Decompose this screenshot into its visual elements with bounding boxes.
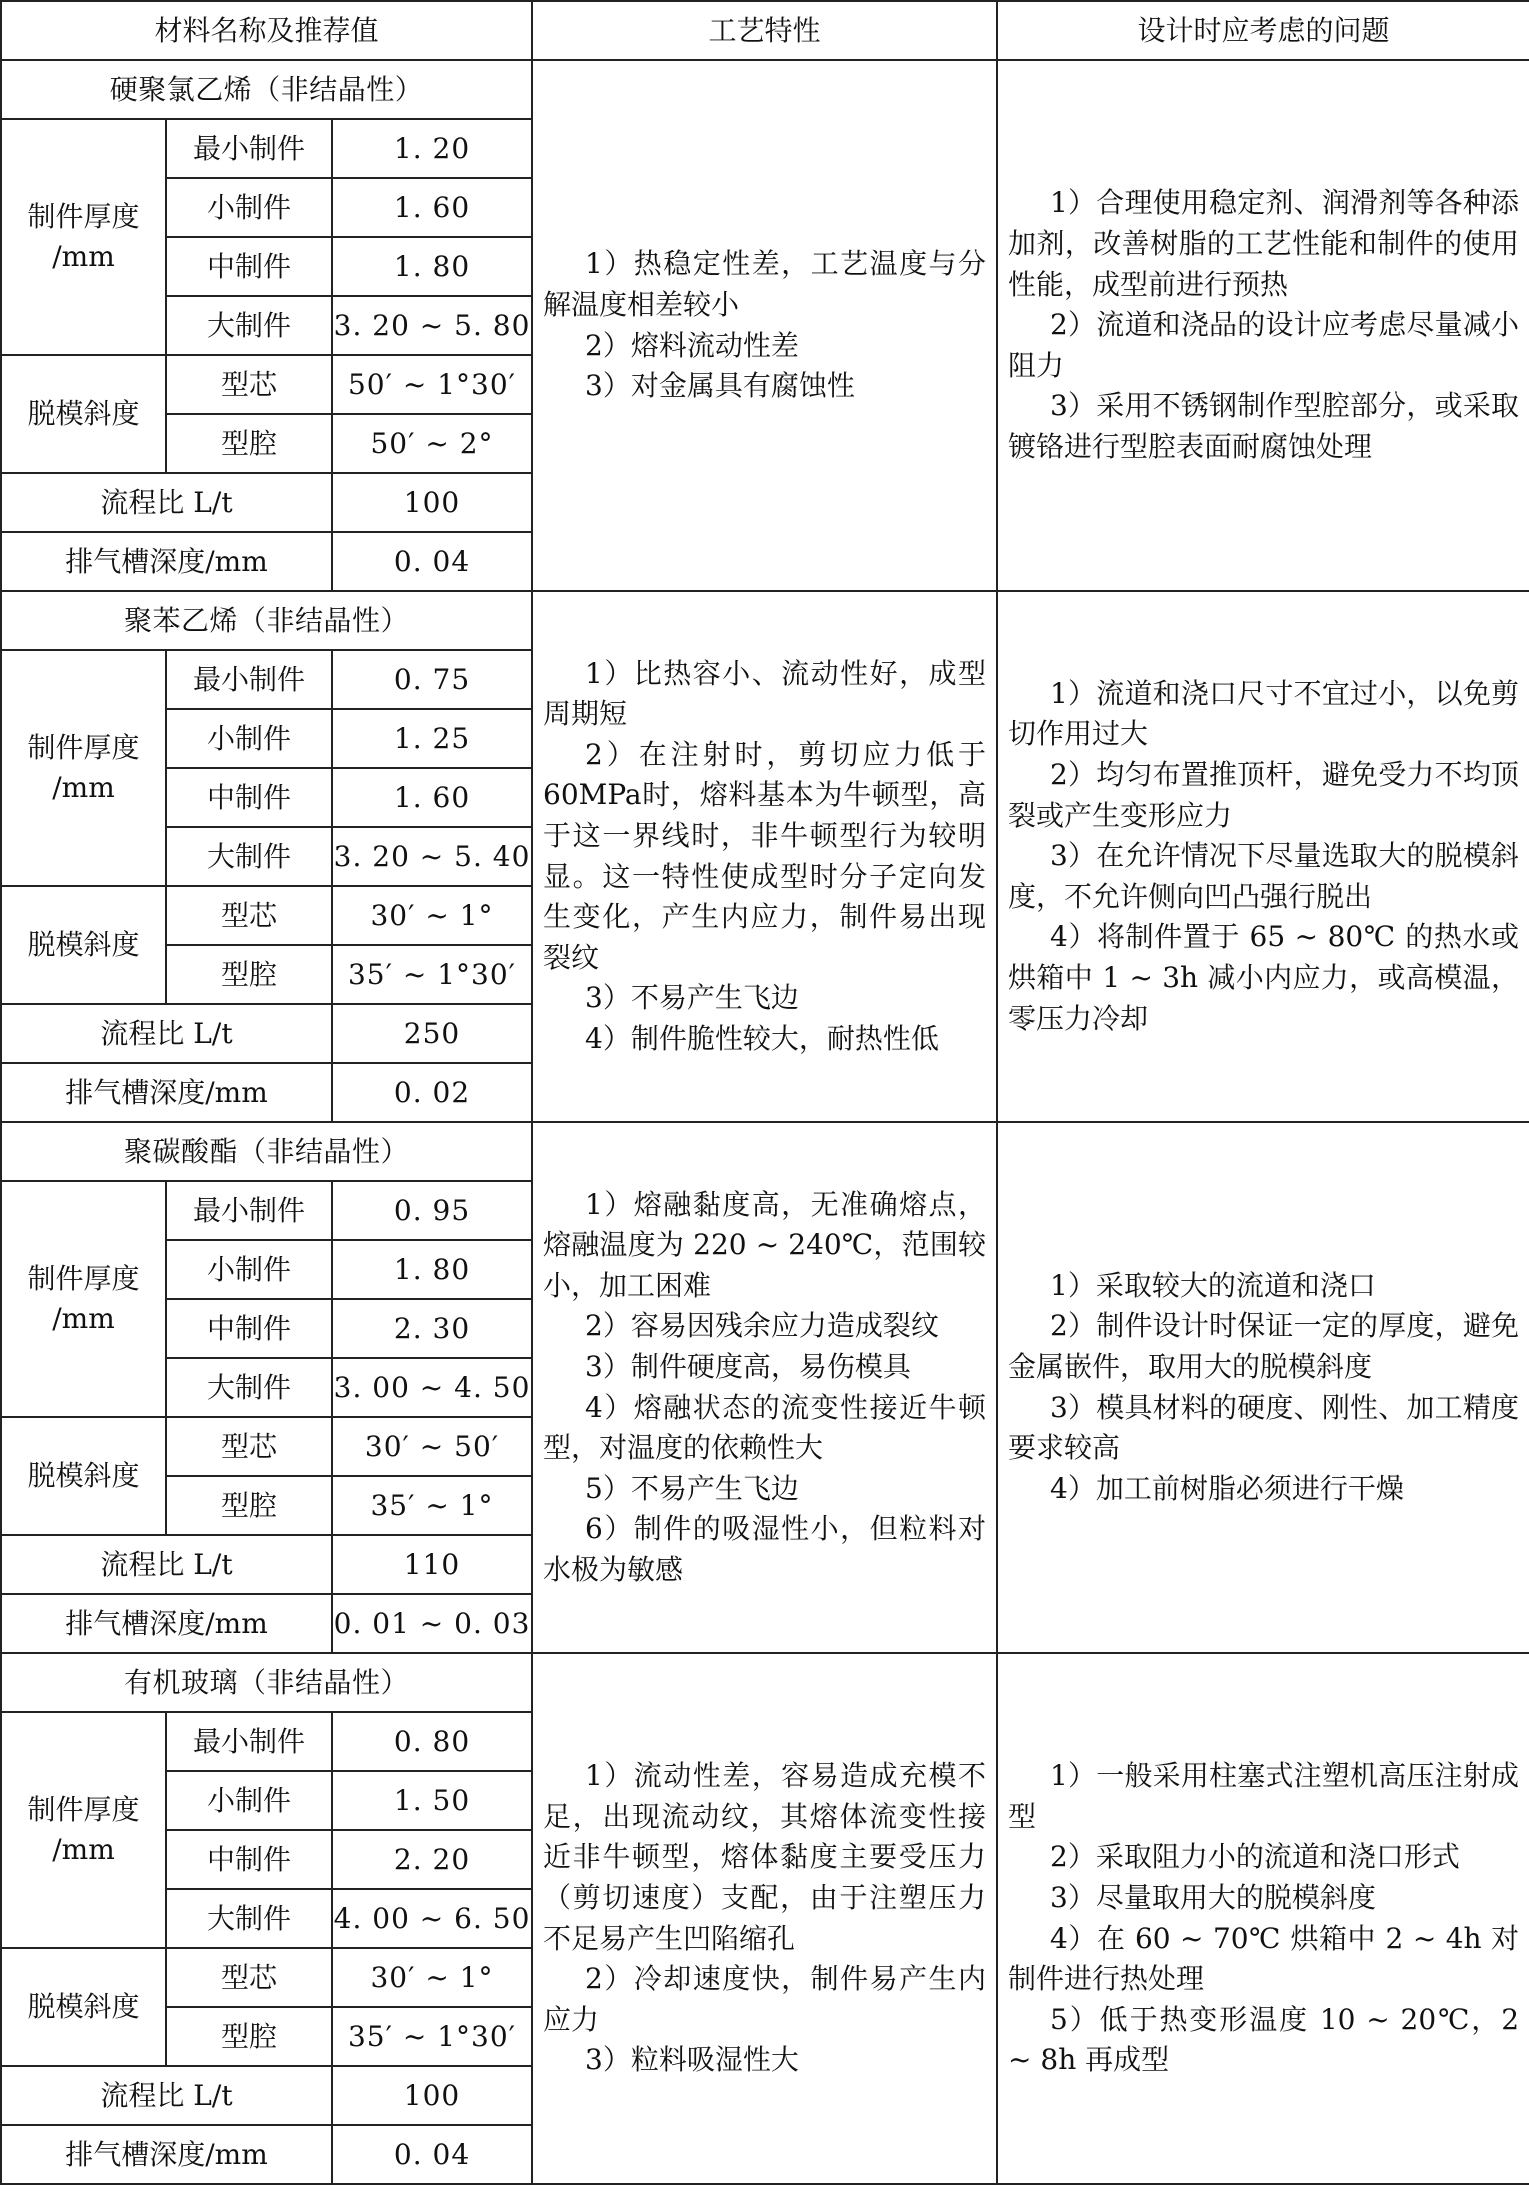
design-considerations-item: 2）制件设计时保证一定的厚度，避免金属嵌件，取用大的脱模斜度	[1008, 1309, 1520, 1383]
material-name: 聚碳酸酯（非结晶性）	[1, 1122, 532, 1181]
draft-cavity-value: 35′ ~ 1°30′	[332, 945, 532, 1004]
flow-ratio-value: 100	[332, 473, 532, 532]
design-considerations-item: 4）在 60 ~ 70℃ 烘箱中 2 ~ 4h 对制件进行热处理	[1008, 1921, 1520, 1996]
draft-cavity-label: 型腔	[166, 2007, 332, 2066]
flow-ratio-value: 110	[332, 1535, 532, 1594]
thickness-label-unit: /mm	[52, 771, 115, 804]
thickness-min-value: 0. 80	[332, 1712, 532, 1771]
process-properties-item: 1）比热容小、流动性好，成型周期短	[543, 656, 987, 731]
draft-cavity-value: 50′ ~ 2°	[332, 414, 532, 473]
thickness-label-text: 制件厚度	[27, 731, 140, 765]
thickness-large-label: 大制件	[166, 296, 332, 355]
thickness-label	[1, 119, 166, 355]
thickness-min-value: 0. 95	[332, 1181, 532, 1240]
draft-cavity-label: 型腔	[166, 414, 332, 473]
draft-core-label: 型芯	[166, 1417, 332, 1476]
draft-cavity-value: 35′ ~ 1°30′	[332, 2007, 532, 2066]
thickness-label-text: 制件厚度	[27, 1793, 140, 1827]
process-properties-item: 5）不易产生飞边	[585, 1471, 799, 1505]
design-considerations-item: 4）加工前树脂必须进行干燥	[1050, 1471, 1404, 1505]
material-name-row	[1, 1653, 1529, 1712]
draft-label: 脱模斜度	[1, 1417, 166, 1535]
flow-ratio-label: 流程比 L/t	[1, 473, 332, 532]
design-considerations-item: 3）在允许情况下尽量选取大的脱模斜度，不允许侧向凹凸强行脱出	[1008, 839, 1520, 913]
design-considerations	[997, 1122, 1529, 1653]
thickness-large-value: 3. 20 ~ 5. 80	[332, 296, 532, 355]
design-considerations-item: 2）采取阻力小的流道和浇口形式	[1050, 1840, 1460, 1874]
vent-depth-value: 0. 01 ~ 0. 03	[332, 1594, 532, 1653]
thickness-label-text: 制件厚度	[27, 200, 140, 234]
process-properties-item: 3）不易产生飞边	[585, 981, 799, 1015]
process-properties-item: 3）对金属具有腐蚀性	[585, 369, 855, 403]
design-considerations-item: 1）流道和浇口尺寸不宜过小，以免剪切作用过大	[1008, 676, 1520, 751]
design-considerations	[997, 591, 1529, 1122]
flow-ratio-label: 流程比 L/t	[1, 1535, 332, 1594]
flow-ratio-label: 流程比 L/t	[1, 2066, 332, 2125]
draft-core-value: 50′ ~ 1°30′	[332, 355, 532, 414]
draft-cavity-value: 35′ ~ 1°	[332, 1476, 532, 1535]
thickness-large-value: 3. 20 ~ 5. 40	[332, 827, 532, 886]
flow-ratio-label: 流程比 L/t	[1, 1004, 332, 1063]
design-considerations-item: 5）低于热变形温度 10 ~ 20℃，2 ~ 8h 再成型	[1008, 2002, 1520, 2077]
thickness-large-label: 大制件	[166, 827, 332, 886]
draft-core-label: 型芯	[166, 1948, 332, 2007]
material-name-row	[1, 591, 1529, 650]
design-considerations-item: 2）流道和浇品的设计应考虑尽量减小阻力	[1008, 308, 1520, 382]
material-name: 聚苯乙烯（非结晶性）	[1, 591, 532, 650]
process-properties-item: 6）制件的吸湿性小，但粒料对水极为敏感	[543, 1512, 987, 1586]
thickness-small-value: 1. 60	[332, 178, 532, 237]
thickness-label-unit: /mm	[52, 1833, 115, 1866]
draft-label: 脱模斜度	[1, 355, 166, 473]
thickness-mid-value: 1. 80	[332, 237, 532, 296]
process-properties-item: 2）在注射时，剪切应力低于60MPa时，熔料基本为牛顿型，高于这一界线时，非牛顿型行为较明显。这一特性使成型时分子定向发生变化，产生内应力，制件易出现裂纹	[543, 737, 987, 974]
draft-cavity-label: 型腔	[166, 945, 332, 1004]
thickness-mid-value: 2. 30	[332, 1299, 532, 1358]
draft-core-value: 30′ ~ 50′	[332, 1417, 532, 1476]
draft-cavity-label: 型腔	[166, 1476, 332, 1535]
process-properties-item: 2）熔料流动性差	[585, 328, 799, 362]
thickness-mid-label: 中制件	[166, 1299, 332, 1358]
process-properties-item: 3）制件硬度高，易伤模具	[585, 1349, 911, 1383]
process-properties-item: 2）冷却速度快，制件易产生内应力	[543, 1962, 987, 2036]
draft-core-value: 30′ ~ 1°	[332, 886, 532, 945]
design-considerations-item: 4）将制件置于 65 ~ 80℃ 的热水或烘箱中 1 ~ 3h 减小内应力，或高模温，零压力冷却	[1008, 920, 1520, 1035]
vent-depth-label: 排气槽深度/mm	[1, 1063, 332, 1122]
thickness-small-value: 1. 50	[332, 1771, 532, 1830]
draft-label: 脱模斜度	[1, 886, 166, 1004]
thickness-small-label: 小制件	[166, 1240, 332, 1299]
material-name: 有机玻璃（非结晶性）	[1, 1653, 532, 1712]
design-considerations-item: 3）模具材料的硬度、刚性、加工精度要求较高	[1008, 1390, 1520, 1465]
thickness-mid-label: 中制件	[166, 1830, 332, 1889]
draft-core-label: 型芯	[166, 355, 332, 414]
vent-depth-label: 排气槽深度/mm	[1, 1594, 332, 1653]
vent-depth-value: 0. 04	[332, 532, 532, 591]
header-row	[1, 1, 1529, 60]
flow-ratio-value: 250	[332, 1004, 532, 1063]
header-material: 材料名称及推荐值	[1, 1, 532, 60]
vent-depth-value: 0. 02	[332, 1063, 532, 1122]
flow-ratio-value: 100	[332, 2066, 532, 2125]
process-properties	[532, 1653, 997, 2184]
thickness-large-label: 大制件	[166, 1889, 332, 1948]
thickness-mid-label: 中制件	[166, 237, 332, 296]
header-design: 设计时应考虑的问题	[997, 1, 1529, 60]
process-properties-item: 1）热稳定性差，工艺温度与分解温度相差较小	[543, 247, 987, 321]
process-properties-item: 4）制件脆性较大，耐热性低	[585, 1021, 939, 1055]
thickness-mid-label: 中制件	[166, 768, 332, 827]
vent-depth-label: 排气槽深度/mm	[1, 532, 332, 591]
thickness-min-label: 最小制件	[166, 1181, 332, 1240]
thickness-label-unit: /mm	[52, 1302, 115, 1335]
design-considerations-item: 2）均匀布置推顶杆，避免受力不均顶裂或产生变形应力	[1008, 758, 1520, 832]
thickness-label-unit: /mm	[52, 240, 115, 273]
process-properties-item: 1）流动性差，容易造成充模不足，出现流动纹，其熔体流变性接近非牛顿型，熔体黏度主要受压力（剪切速度）支配，由于注塑压力不足易产生凹陷缩孔	[543, 1759, 987, 1955]
thickness-label-text: 制件厚度	[27, 1262, 140, 1296]
design-considerations	[997, 1653, 1529, 2184]
thickness-small-label: 小制件	[166, 178, 332, 237]
thickness-large-value: 4. 00 ~ 6. 50	[332, 1889, 532, 1948]
thickness-large-label: 大制件	[166, 1358, 332, 1417]
header-process: 工艺特性	[532, 1, 997, 60]
thickness-small-label: 小制件	[166, 709, 332, 768]
process-properties-item: 2）容易因残余应力造成裂纹	[585, 1309, 939, 1343]
thickness-min-value: 0. 75	[332, 650, 532, 709]
process-properties	[532, 60, 997, 591]
process-properties-item: 4）熔融状态的流变性接近牛顿型，对温度的依赖性大	[543, 1390, 987, 1465]
design-considerations	[997, 60, 1529, 591]
thickness-mid-value: 2. 20	[332, 1830, 532, 1889]
design-considerations-item: 3）采用不锈钢制作型腔部分，或采取镀铬进行型腔表面耐腐蚀处理	[1008, 389, 1520, 463]
vent-depth-label: 排气槽深度/mm	[1, 2125, 332, 2184]
thickness-large-value: 3. 00 ~ 4. 50	[332, 1358, 532, 1417]
thickness-label	[1, 1712, 166, 1948]
design-considerations-item: 1）一般采用柱塞式注塑机高压注射成型	[1008, 1759, 1520, 1833]
thickness-small-label: 小制件	[166, 1771, 332, 1830]
thickness-small-value: 1. 80	[332, 1240, 532, 1299]
thickness-small-value: 1. 25	[332, 709, 532, 768]
thickness-mid-value: 1. 60	[332, 768, 532, 827]
process-properties-item: 3）粒料吸湿性大	[585, 2043, 799, 2077]
design-considerations-item: 3）尽量取用大的脱模斜度	[1050, 1880, 1376, 1914]
thickness-label	[1, 1181, 166, 1417]
thickness-label	[1, 650, 166, 886]
material-name-row	[1, 60, 1529, 119]
process-properties	[532, 1122, 997, 1653]
thickness-min-label: 最小制件	[166, 650, 332, 709]
thickness-min-label: 最小制件	[166, 1712, 332, 1771]
thickness-min-value: 1. 20	[332, 119, 532, 178]
draft-core-label: 型芯	[166, 886, 332, 945]
process-properties	[532, 591, 997, 1122]
design-considerations-item: 1）采取较大的流道和浇口	[1050, 1268, 1376, 1302]
draft-label: 脱模斜度	[1, 1948, 166, 2066]
material-name: 硬聚氯乙烯（非结晶性）	[1, 60, 532, 119]
design-considerations-item: 1）合理使用稳定剂、润滑剂等各种添加剂，改善树脂的工艺性能和制件的使用性能，成型前进行预热	[1008, 186, 1520, 301]
process-properties-item: 1）熔融黏度高，无准确熔点，熔融温度为 220 ~ 240℃，范围较小，加工困难	[543, 1187, 987, 1302]
draft-core-value: 30′ ~ 1°	[332, 1948, 532, 2007]
material-name-row	[1, 1122, 1529, 1181]
vent-depth-value: 0. 04	[332, 2125, 532, 2184]
thickness-min-label: 最小制件	[166, 119, 332, 178]
